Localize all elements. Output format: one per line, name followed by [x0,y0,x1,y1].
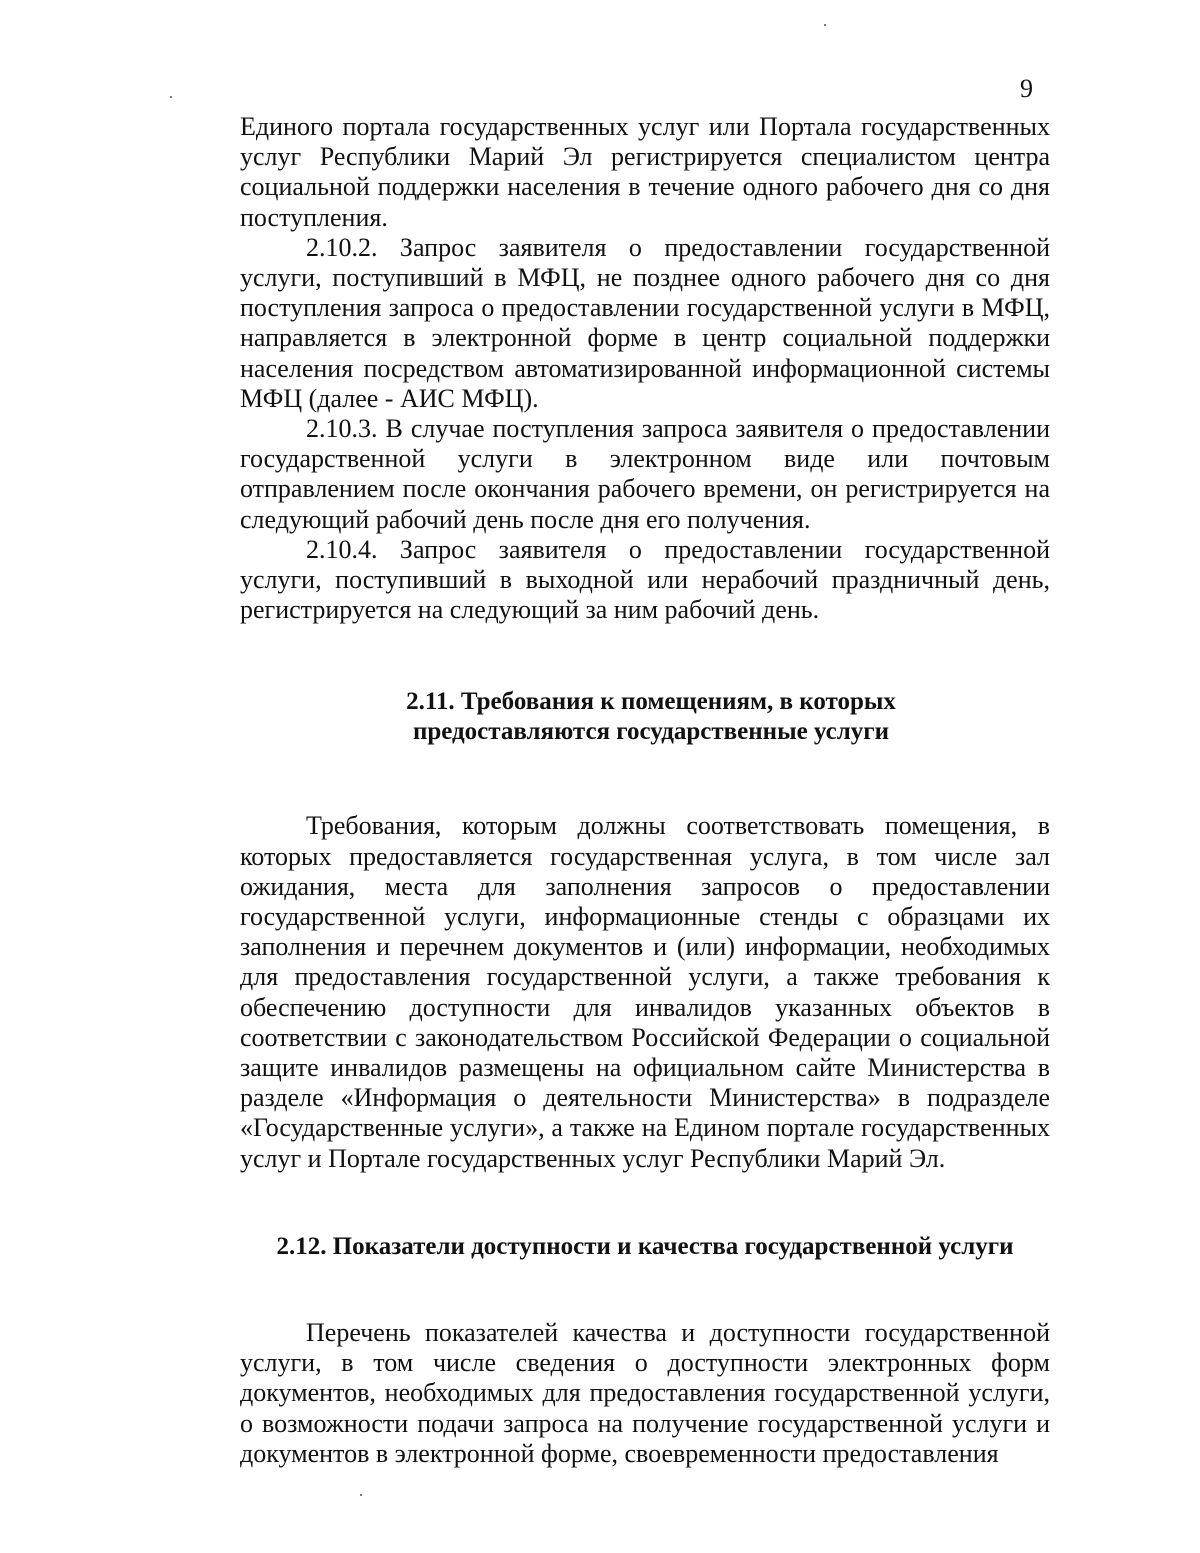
section-heading-2-11-line-1: 2.11. Требования к помещениям, в которых [406,688,896,716]
paragraph-2-12: Перечень показателей качества и доступности государственной услуги, в том числе сведения о доступности электронных форм документов, необходимых для предоставления государственной услуги, о возможности подачи запроса на получение государственной услуги и документов в электронной форме, своевременности предоставления [240,1317,1050,1468]
page-number: 9 [1020,74,1033,103]
section-heading-2-11-line-2: предоставляются государственные услуги [412,718,890,746]
paragraph-continuation: Единого портала государственных услуг или Портала государственных услуг Республики Марий Эл регистрируется специалистом центра социальной поддержки населения в течение одного рабочего дня со дня поступления. [240,112,1050,232]
paragraph-2-11: Требования, которым должны соответствовать помещения, в которых предоставляется государственная услуга, в том числе зал ожидания, места для заполнения запросов о предоставлении государственной услуги, информационные стенды с образцами их заполнения и перечнем документов и (или) информации, необходимых для предоставления государственной услуги, а также требования к обеспечению доступности для инвалидов указанных объектов в соответствии с законодательством Российской Федерации о социальной защите инвалидов размещены на официальном сайте Министерства в разделе «Информация о деятельности Министерства» в подразделе «Государственные услуги», а также на Едином портале государственных услуг и Портале государственных услуг Республики Марий Эл. [240,811,1050,1173]
section-heading-2-11 [240,687,1050,747]
paragraph-2-10-3: 2.10.3. В случае поступления запроса заявителя о предоставлении государственной услуги в электронном виде или почтовым отправлением после окончания рабочего времени, он регистрируется на следующий рабочий день после дня его получения. [240,414,1050,534]
scan-speck [170,96,172,98]
scan-speck [360,1494,362,1496]
paragraph-2-10-4: 2.10.4. Запрос заявителя о предоставлении государственной услуги, поступивший в выходной или нерабочий праздничный день, регистрируется на следующий за ним рабочий день. [240,534,1050,625]
section-heading-2-12: 2.12. Показатели доступности и качества государственной услуги [276,1232,1014,1260]
paragraph-2-10-2: 2.10.2. Запрос заявителя о предоставлении государственной услуги, поступивший в МФЦ, не позднее одного рабочего дня со дня поступления запроса о предоставлении государственной услуги в МФЦ, направляется в электронной форме в центр социальной поддержки населения посредством автоматизированной информационной системы МФЦ (далее - АИС МФЦ). [240,232,1050,413]
document-body [240,112,1050,1469]
scan-speck [824,24,826,26]
